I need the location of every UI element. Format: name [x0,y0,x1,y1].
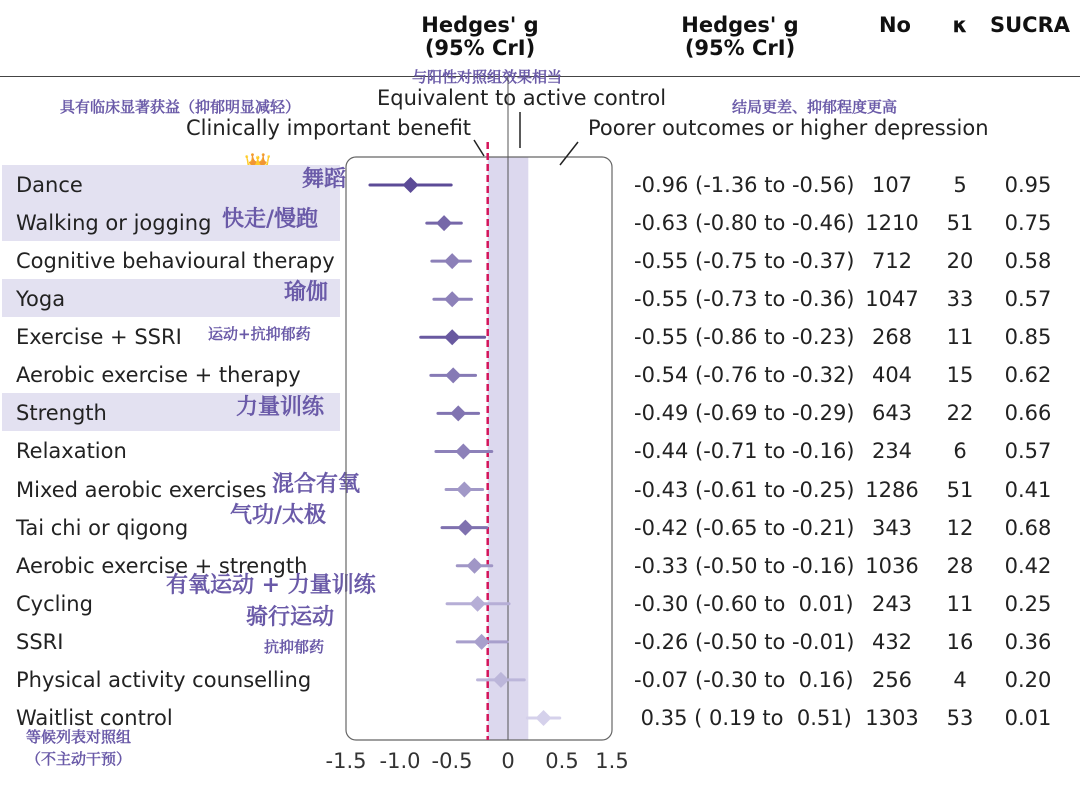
estimate-point-aerobic-exercise-therapy [445,367,461,383]
row-label: Physical activity counselling [16,667,312,692]
kappa-cell: 22 [946,401,974,426]
estimate-cell: -0.54 (-0.76 to -0.32) [634,363,855,388]
estimate-point-strength [450,405,466,421]
estimate-point-cycling [470,596,486,612]
sucra-cell: 0.68 [1004,515,1052,540]
x-tick-label: 0 [501,749,515,773]
row-label: Yoga [16,287,66,312]
estimate-point-exercise-ssri [444,329,460,345]
sucra-cell: 0.36 [1004,629,1052,654]
row-chinese-label: 舞蹈 [302,166,347,192]
row-label: Walking or jogging [16,211,212,236]
estimate-point-cognitive-behavioural-therapy [444,253,460,269]
poorer-cn-annotation: 结局更差、抑郁程度更高 [732,98,898,116]
row-label: Aerobic exercise + strength [16,553,308,578]
no-cell: 1303 [865,705,919,730]
kappa-cell: 28 [946,553,974,578]
estimate-cell: -0.33 (-0.50 to -0.16) [634,553,855,578]
sucra-cell: 0.42 [1004,553,1052,578]
active-control-band [488,157,529,740]
no-cell: 1210 [865,211,919,236]
row-label: Exercise + SSRI [16,325,182,350]
no-cell: 234 [871,439,913,464]
row-label: Waitlist control [16,705,173,730]
no-column-header: No [878,13,911,37]
estimate-cell: -0.55 (-0.73 to -0.36) [634,287,855,312]
no-cell: 268 [871,325,913,350]
row-label: Dance [16,173,83,197]
kappa-cell: 53 [946,705,974,730]
estimate-cell: -0.07 (-0.30 to 0.16) [634,667,854,692]
estimate-header-line1: Hedges' g [681,13,799,37]
sucra-cell: 0.20 [1004,667,1052,692]
kappa-cell: 15 [946,363,974,388]
benefit-cn-annotation: 具有临床显著获益（抑郁明显减轻） [60,98,301,116]
kappa-cell: 20 [946,249,974,274]
estimate-cell: -0.96 (-1.36 to -0.56) [634,173,855,197]
estimate-cell: 0.35 ( 0.19 to 0.51) [634,705,852,730]
estimate-cell: -0.49 (-0.69 to -0.29) [634,401,855,426]
estimate-point-relaxation [455,443,471,459]
kappa-cell: 4 [953,667,967,692]
x-tick-label: -1.5 [325,749,367,773]
row-chinese-label: 骑行运动 [246,603,335,630]
sucra-column-header: SUCRA [989,13,1070,37]
row-chinese-label: 力量训练 [236,394,325,421]
sucra-cell: 0.01 [1004,705,1052,730]
estimate-cell: -0.44 (-0.71 to -0.16) [634,439,855,464]
x-tick-label: -1.0 [379,749,421,773]
sucra-cell: 0.58 [1004,249,1052,274]
estimate-point-mixed-aerobic-exercises [456,482,472,498]
estimate-cell: -0.63 (-0.80 to -0.46) [634,211,855,236]
kappa-cell: 51 [946,211,974,236]
row-label: Cycling [16,591,93,616]
no-cell: 404 [871,363,913,388]
active-control-annotation: Equivalent to active control [377,86,667,110]
sucra-cell: 0.66 [1004,401,1052,426]
x-tick-label: 1.5 [595,749,629,773]
row-chinese-label: 运动+抗抑郁药 [208,325,311,344]
kappa-cell: 11 [946,591,974,616]
row-chinese-label: 抗抑郁药 [264,637,325,656]
estimate-point-tai-chi-or-qigong [457,520,473,536]
row-chinese-label: 等候列表对照组 （不主动干预） [26,727,132,768]
poorer-pointer [560,142,578,165]
plot-header [400,14,560,60]
benefit-pointer [474,140,484,156]
kappa-column-header: κ [952,13,968,37]
row-label: Cognitive behavioural therapy [16,249,335,274]
sucra-cell: 0.57 [1004,439,1052,464]
row-label: Mixed aerobic exercises [16,477,267,502]
no-cell: 256 [871,667,913,692]
kappa-cell: 16 [946,629,974,654]
row-chinese-label: 混合有氧 [272,470,361,497]
no-cell: 1047 [865,287,919,312]
no-cell: 712 [871,249,913,274]
estimate-point-yoga [444,291,460,307]
no-cell: 643 [871,401,913,426]
estimate-column-header [660,14,820,60]
estimate-cell: -0.30 (-0.60 to 0.01) [634,591,854,616]
row-label: SSRI [16,629,64,654]
kappa-cell: 12 [946,515,974,540]
estimate-point-waitlist-control [536,710,552,726]
row-label: Strength [16,401,107,426]
sucra-cell: 0.57 [1004,287,1052,312]
estimate-point-walking-or-jogging [436,215,452,231]
estimate-cell: -0.42 (-0.65 to -0.21) [634,515,855,540]
plot-header-line2: (95% CrI) [424,36,536,60]
row-chinese-label: 气功/太极 [230,501,327,528]
row-label: Relaxation [16,439,127,464]
estimate-cell: -0.55 (-0.75 to -0.37) [634,249,855,274]
kappa-cell: 11 [946,325,974,350]
row-chinese-label: 瑜伽 [284,279,329,306]
sucra-cell: 0.85 [1004,325,1052,350]
plot-header-line1: Hedges' g [421,13,539,37]
no-cell: 243 [871,591,913,616]
estimate-cell: -0.55 (-0.86 to -0.23) [634,325,855,350]
estimate-header-line2: (95% CrI) [684,36,796,60]
estimate-cell: -0.43 (-0.61 to -0.25) [634,477,855,502]
estimate-point-dance [403,177,419,193]
sucra-cell: 0.41 [1004,477,1052,502]
row-label: Aerobic exercise + therapy [16,363,301,388]
estimate-point-aerobic-exercise-strength [467,558,483,574]
benefit-annotation: Clinically important benefit [186,116,472,140]
kappa-cell: 33 [946,287,974,312]
estimate-point-physical-activity-counselling [493,672,509,688]
row-chinese-label: 有氧运动 + 力量训练 [166,571,376,598]
no-cell: 1036 [865,553,919,578]
no-cell: 432 [871,629,913,654]
kappa-cell: 5 [953,173,967,197]
kappa-cell: 51 [946,477,974,502]
estimate-cell: -0.26 (-0.50 to -0.01) [634,629,855,654]
x-tick-label: 0.5 [545,749,579,773]
x-tick-label: -0.5 [431,749,473,773]
estimate-point-ssri [474,634,490,650]
row-chinese-label: 快走/慢跑 [222,206,319,233]
active-control-cn-annotation: 与阳性对照组效果相当 [412,68,563,86]
poorer-annotation: Poorer outcomes or higher depression [588,116,989,140]
sucra-cell: 0.25 [1004,591,1052,616]
no-cell: 343 [871,515,913,540]
no-cell: 1286 [865,477,919,502]
row-label: Tai chi or qigong [16,515,189,540]
sucra-cell: 0.62 [1004,363,1052,388]
kappa-cell: 6 [953,439,967,464]
sucra-cell: 0.75 [1004,211,1052,236]
plot-frame [346,157,612,740]
sucra-cell: 0.95 [1004,173,1052,197]
no-cell: 107 [871,173,913,197]
